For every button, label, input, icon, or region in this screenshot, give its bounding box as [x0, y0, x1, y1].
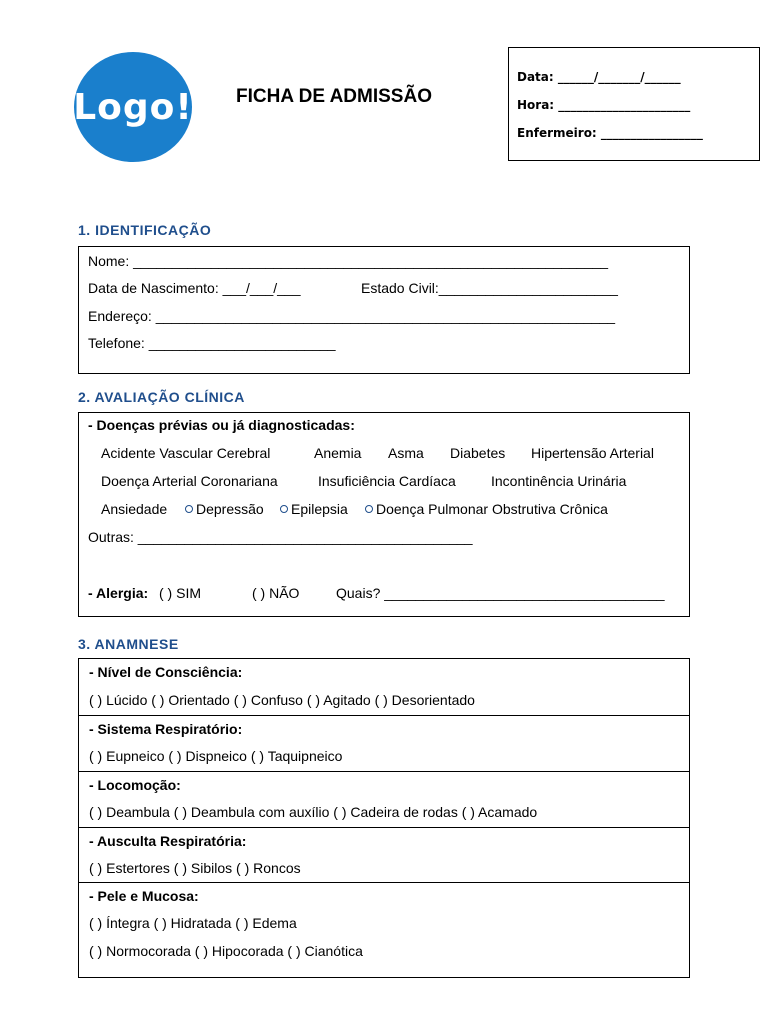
- avaliacao-box: [78, 412, 690, 617]
- disease-option[interactable]: Insuficiência Cardíaca: [318, 473, 456, 489]
- anamnese-row: [79, 716, 689, 772]
- logo: [74, 52, 192, 162]
- row-options[interactable]: ( ) Estertores ( ) Sibilos ( ) Roncos: [89, 860, 301, 876]
- disease-option[interactable]: Depressão: [185, 501, 264, 517]
- circle-bullet-icon: [185, 505, 193, 513]
- row-label: - Locomoção:: [89, 777, 181, 793]
- disease-option[interactable]: Diabetes: [450, 445, 506, 461]
- disease-option[interactable]: Hipertensão Arterial: [531, 445, 654, 461]
- estado-civil-field[interactable]: Estado Civil:_______________________: [361, 280, 618, 296]
- anamnese-row: [79, 772, 689, 828]
- meta-box: [508, 47, 760, 161]
- telefone-field[interactable]: Telefone: ________________________: [88, 335, 336, 351]
- outras-field[interactable]: Outras: ___________________________________________: [88, 529, 473, 545]
- nascimento-field[interactable]: Data de Nascimento: ___/___/___: [88, 280, 301, 296]
- row-label: - Pele e Mucosa:: [89, 888, 199, 904]
- disease-option[interactable]: Doença Pulmonar Obstrutiva Crônica: [365, 501, 608, 517]
- section-anamnese-heading: 3. ANAMNESE: [78, 636, 179, 652]
- row-options[interactable]: ( ) Lúcido ( ) Orientado ( ) Confuso ( ) Agitado ( ) Desorientado: [89, 692, 475, 708]
- page-title: FICHA DE ADMISSÃO: [236, 86, 432, 107]
- alergia-nao-option[interactable]: ( ) NÃO: [252, 585, 300, 601]
- circle-bullet-icon: [280, 505, 288, 513]
- row-options[interactable]: ( ) Íntegra ( ) Hidratada ( ) Edema: [89, 915, 297, 931]
- data-field[interactable]: Data: ______/_______/______: [517, 70, 681, 84]
- anamnese-row: [79, 828, 689, 883]
- row-label: - Ausculta Respiratória:: [89, 833, 247, 849]
- disease-option[interactable]: Incontinência Urinária: [491, 473, 627, 489]
- section-avaliacao-heading: 2. AVALIAÇÃO CLÍNICA: [78, 389, 245, 405]
- nome-field[interactable]: Nome: _____________________________________________________________: [88, 253, 609, 269]
- identificacao-box: [78, 246, 690, 374]
- disease-option[interactable]: Anemia: [314, 445, 362, 461]
- alergia-label: - Alergia:: [88, 585, 149, 601]
- anamnese-box: [78, 658, 690, 978]
- row-options[interactable]: ( ) Deambula ( ) Deambula com auxílio ( ) Cadeira de rodas ( ) Acamado: [89, 804, 538, 820]
- disease-option[interactable]: Acidente Vascular Cerebral: [101, 445, 271, 461]
- logo-text: Logo!: [73, 86, 193, 128]
- disease-option[interactable]: Ansiedade: [101, 501, 168, 517]
- circle-bullet-icon: [365, 505, 373, 513]
- row-label: - Nível de Consciência:: [89, 664, 243, 680]
- anamnese-row: [79, 883, 689, 977]
- enfermeiro-field[interactable]: Enfermeiro: _________________: [517, 126, 703, 140]
- disease-option[interactable]: Asma: [388, 445, 424, 461]
- alergia-sim-option[interactable]: ( ) SIM: [159, 585, 201, 601]
- anamnese-row: [79, 659, 689, 716]
- row-label: - Sistema Respiratório:: [89, 721, 243, 737]
- doencas-label: - Doenças prévias ou já diagnosticadas:: [88, 417, 355, 433]
- disease-option[interactable]: Epilepsia: [280, 501, 348, 517]
- disease-option[interactable]: Doença Arterial Coronariana: [101, 473, 278, 489]
- alergia-quais-field[interactable]: Quais? ____________________________________: [336, 585, 665, 601]
- section-identificacao-heading: 1. IDENTIFICAÇÃO: [78, 222, 212, 238]
- endereco-field[interactable]: Endereço: ___________________________________________________________: [88, 308, 616, 324]
- row-options[interactable]: ( ) Normocorada ( ) Hipocorada ( ) Cianótica: [89, 943, 363, 959]
- hora-field[interactable]: Hora: ______________________: [517, 98, 691, 112]
- row-options[interactable]: ( ) Eupneico ( ) Dispneico ( ) Taquipneico: [89, 748, 343, 764]
